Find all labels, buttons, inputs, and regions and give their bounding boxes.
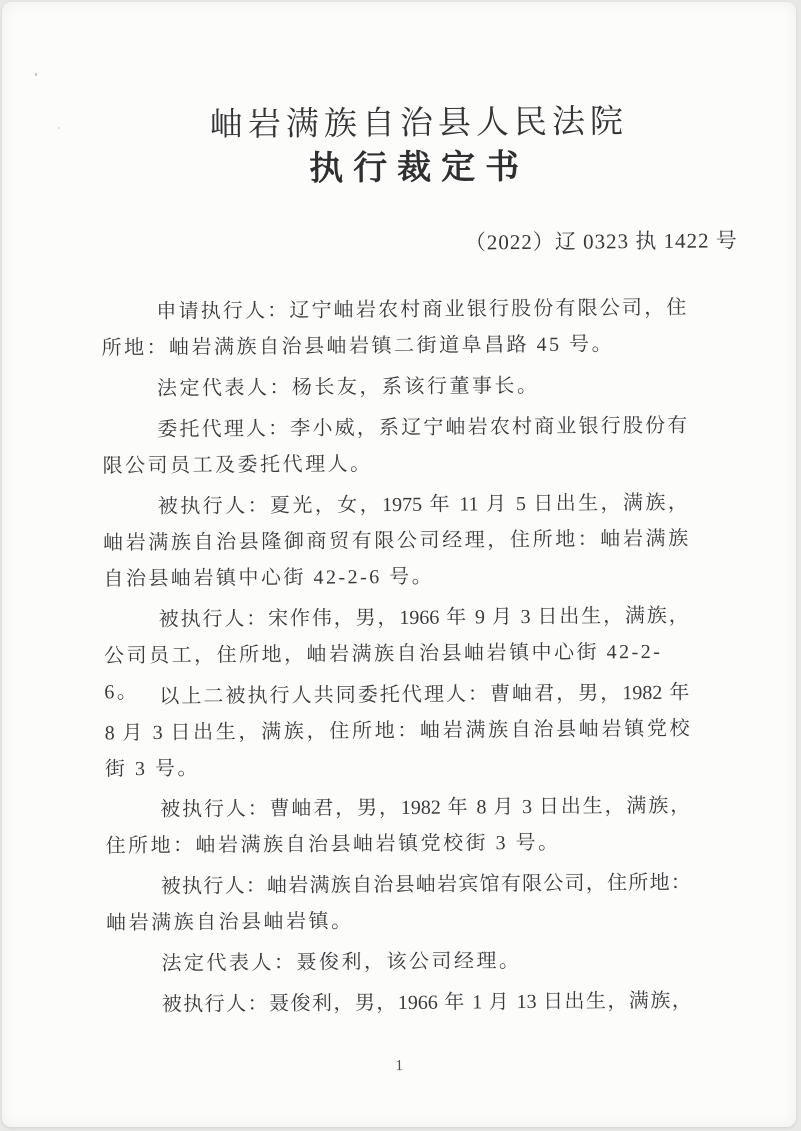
document-header: [99, 99, 740, 194]
body-line: 限公司员工及委托代理人。: [102, 453, 373, 478]
paragraph-joint-agent: [104, 675, 690, 788]
body-line: 岫岩满族自治县岫岩镇。: [106, 910, 354, 935]
body-line: 8 月 3 日出生，满族，住所地：岫岩满族自治县岫岩镇党校: [104, 717, 690, 745]
body-line: 被执行人：岫岩满族自治县岫岩宾馆有限公司，住所地：: [160, 871, 691, 898]
court-name: 岫岩满族自治县人民法院: [209, 104, 629, 144]
body-line: 被执行人：聂俊利，男，1966 年 1 月 13 日出生，满族，: [161, 989, 692, 1016]
body-line: 街 3 号。: [104, 757, 201, 781]
document-title: 执行裁定书: [309, 148, 530, 188]
body-line: 以上二被执行人共同委托代理人：曹岫君，男，1982 年: [159, 681, 690, 708]
body-line: 被执行人：宋作伟，男，1966 年 9 月 3 日出生，满族，: [158, 604, 689, 631]
body-line: 被执行人：夏光，女，1975 年 11 月 5 日出生，满族，: [157, 491, 688, 518]
case-number: （2022）辽 0323 执 1422 号: [464, 228, 738, 255]
body-line: 法定代表人：聂俊利，该公司经理。: [161, 950, 522, 975]
body-line: 法定代表人：杨长友，系该行董事长。: [156, 374, 540, 400]
paragraph-respondent-4: [106, 865, 692, 942]
paragraph-legal-rep-2: [106, 942, 691, 983]
paragraph-applicant: [101, 290, 687, 367]
page-number: 1: [395, 1058, 404, 1075]
paragraph-respondent-1: [103, 485, 689, 598]
body-line: 岫岩满族自治县隆御商贸有限公司经理，住所地：岫岩满族: [103, 527, 689, 555]
document-body: [101, 290, 692, 1024]
body-line: 住所地：岫岩满族自治县岫岩镇党校街 3 号。: [105, 831, 561, 858]
paragraph-respondent-3: [105, 788, 691, 865]
paragraph-respondent-5: [107, 983, 692, 1024]
paragraph-agent-1: [102, 408, 688, 485]
body-line: 自治县岫岩镇中心街 42-2-6 号。: [103, 565, 435, 591]
paragraph-legal-rep-1: [102, 367, 687, 408]
body-line: 申请执行人：辽宁岫岩农村商业银行股份有限公司，住: [156, 296, 687, 323]
body-line: 被执行人：曹岫君，男，1982 年 8 月 3 日出生，满族，: [160, 794, 691, 821]
body-line: 公司员工，住所地，岫岩满族自治县岫岩镇中心街 42-2-6。: [103, 640, 663, 704]
body-line: 委托代理人：李小威，系辽宁岫岩农村商业银行股份有: [157, 414, 688, 441]
scanned-page: [2, 2, 796, 1127]
body-line: 所地：岫岩满族自治县岫岩镇二街道阜昌路 45 号。: [101, 333, 615, 360]
